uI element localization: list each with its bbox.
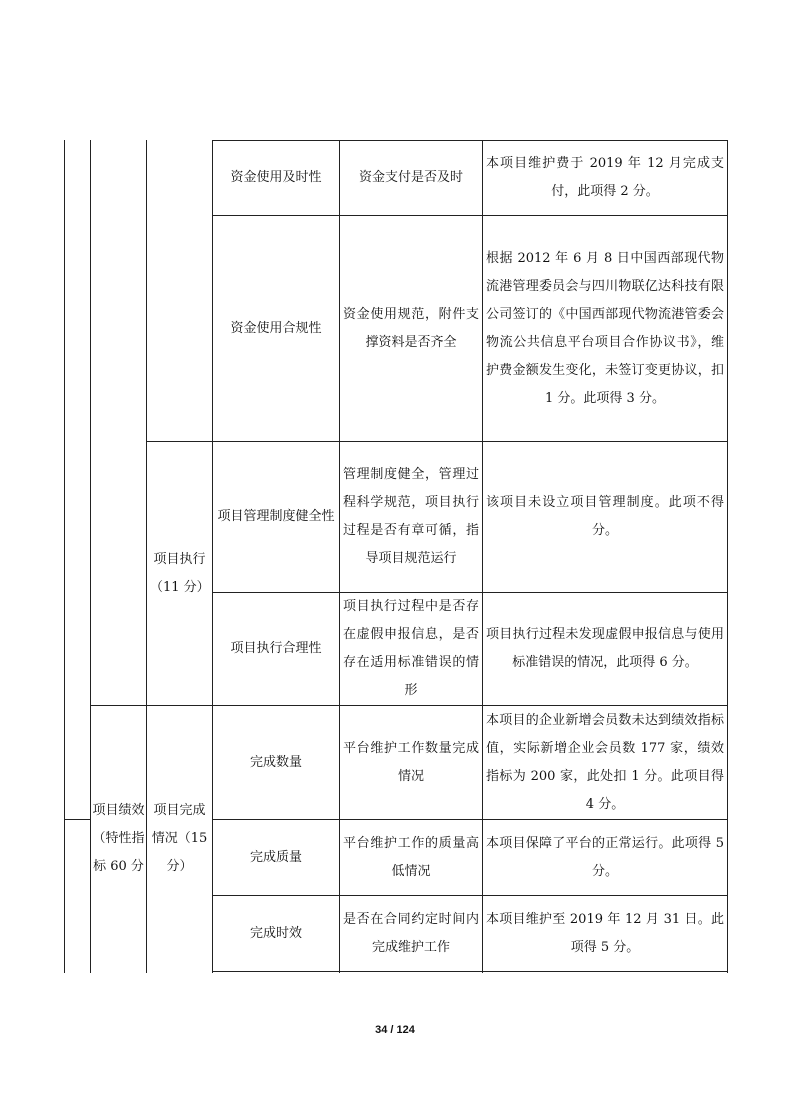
- content-cell: [340, 141, 482, 215]
- content-text: 平台维护工作的质量高低情况: [343, 835, 479, 879]
- evaluation-text: 根据 2012 年 6 月 8 日中国西部现代物流港管理委员会与四川物联亿达科技有限公司签订的《中国西部现代物流港管委会物流公共信息平台项目合作协议书》，维护费金额发生变化，未签订变更协议，扣 1 分。此项得 3 分。: [486, 250, 724, 406]
- evaluation-text: 本项目维护费于 2019 年 12 月完成支付，此项得 2 分。: [486, 156, 724, 199]
- indicator-text: 项目执行合理性: [230, 641, 322, 656]
- indicator-cell: [213, 141, 339, 215]
- indicator-text: 项目管理制度健全性: [217, 509, 335, 524]
- content-text: 项目执行过程中是否存在虚假申报信息，是否存在适用标准错误的情形: [343, 599, 479, 698]
- group-completion-cell: [147, 706, 212, 972]
- indicator-cell: [213, 442, 339, 592]
- group-completion-line2: 情况（15: [151, 831, 208, 846]
- page-number: 34 / 124: [375, 1024, 415, 1036]
- indicator-cell: [213, 820, 339, 895]
- indicator-cell: [213, 706, 339, 819]
- content-cell: [340, 442, 482, 592]
- indicator-cell: [213, 216, 339, 441]
- group-execution-line1: 项目执行: [153, 551, 206, 567]
- indicator-text: 完成数量: [249, 754, 302, 770]
- right-border: [727, 140, 728, 973]
- evaluation-text: 本项目保障了平台的正常运行。此项得 5 分。: [486, 835, 724, 879]
- content-cell: [340, 216, 482, 441]
- content-text: 管理制度健全，管理过程科学规范，项目执行过程是否有章可循，指导项目规范运行: [343, 467, 479, 566]
- evaluation-cell: [483, 896, 727, 971]
- evaluation-cell: [483, 593, 727, 705]
- content-text: 资金使用规范，附件支撑资料是否齐全: [343, 306, 479, 350]
- content-cell: [340, 593, 482, 705]
- evaluation-cell: [483, 216, 727, 441]
- group-execution-line2: （11 分）: [150, 579, 210, 595]
- content-cell: [340, 896, 482, 971]
- content-cell: [340, 706, 482, 819]
- evaluation-text: 该项目未设立项目管理制度。此项不得分。: [486, 495, 724, 538]
- indicator-text: 完成时效: [249, 925, 302, 941]
- evaluation-text: 项目执行过程未发现虚假申报信息与使用标准错误的情况，此项得 6 分。: [486, 627, 724, 670]
- evaluation-cell: [483, 820, 727, 895]
- content-cell: [340, 820, 482, 895]
- group-completion-line3: 分）: [166, 859, 193, 874]
- group-performance-line2: （特性指: [92, 831, 145, 846]
- indicator-text: 完成质量: [249, 849, 302, 865]
- bottom-border: [212, 971, 728, 972]
- group-execution-cell: [147, 442, 212, 705]
- outer-left-border: [64, 140, 65, 973]
- indicator-cell: [213, 896, 339, 971]
- indicator-text: 资金使用及时性: [230, 170, 322, 185]
- left-gap-mark: [64, 819, 90, 820]
- evaluation-cell: [483, 706, 727, 819]
- group-completion-line1: 项目完成: [153, 803, 206, 818]
- indicator-text: 资金使用合规性: [230, 320, 322, 336]
- content-text: 资金支付是否及时: [358, 170, 463, 185]
- evaluation-cell: [483, 141, 727, 215]
- group-performance-line3: 标 60 分: [93, 859, 144, 874]
- indicator-cell: [213, 593, 339, 705]
- evaluation-text: 本项目维护至 2019 年 12 月 31 日。此项得 5 分。: [486, 911, 724, 955]
- evaluation-cell: [483, 442, 727, 592]
- content-text: 是否在合同约定时间内完成维护工作: [343, 911, 479, 955]
- content-text: 平台维护工作数量完成情况: [343, 740, 479, 784]
- evaluation-text: 本项目的企业新增会员数未达到绩效指标值，实际新增企业会员数 177 家，绩效指标为 200 家，此处扣 1 分。此项目得 4 分。: [486, 712, 724, 812]
- group-performance-cell: [91, 706, 146, 972]
- group-performance-line1: 项目绩效: [92, 803, 145, 818]
